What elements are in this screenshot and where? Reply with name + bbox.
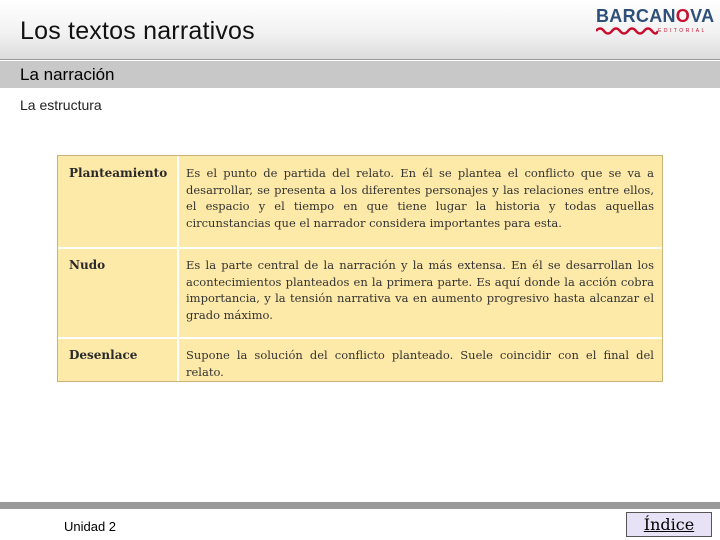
logo-wave-icon: [596, 26, 658, 36]
row-term: Nudo: [69, 258, 106, 272]
row-definition: Supone la solución del conflicto planteado. Suele coincidir con el final del relato.: [186, 348, 654, 379]
structure-table: [57, 155, 663, 382]
table-row-nudo: [58, 248, 662, 338]
section-title: La narración: [20, 65, 115, 84]
row-definition: Es la parte central de la narración y la más extensa. En él se desarrollan los acontecimientos planteados en la primera parte. Es aquí donde la acción cobra importancia, y la tensión narrativa va en aumento progresivo hasta alcanzar el grado máximo.: [186, 258, 654, 322]
page-title: Los textos narrativos: [20, 17, 255, 45]
header-bar: [0, 0, 720, 60]
unit-label: Unidad 2: [64, 519, 117, 534]
row-divider: [58, 247, 662, 249]
table-row-desenlace: [58, 338, 662, 381]
index-button[interactable]: Índice: [626, 512, 712, 537]
logo-subtitle: EDITORIAL: [658, 28, 707, 34]
row-definition: Es el punto de partida del relato. En él se plantea el conflicto que se va a desarrollar, se presenta a los diferentes personajes y las relaciones entre ellos, el espacio y el tiempo en que tiene lugar la historia y todas aquellas circunstancias que el narrador considera importantes para esta.: [186, 166, 654, 230]
section-bar: [0, 61, 720, 88]
column-divider: [177, 156, 179, 381]
row-divider: [58, 337, 662, 339]
logo-wordmark: BARCANOVA: [596, 6, 715, 26]
table-row-planteamiento: [58, 156, 662, 248]
footer-bar: [0, 502, 720, 509]
subtitle: La estructura: [20, 97, 102, 113]
row-term: Planteamiento: [69, 166, 168, 180]
row-term: Desenlace: [69, 348, 138, 362]
barcanova-logo: [596, 6, 715, 40]
